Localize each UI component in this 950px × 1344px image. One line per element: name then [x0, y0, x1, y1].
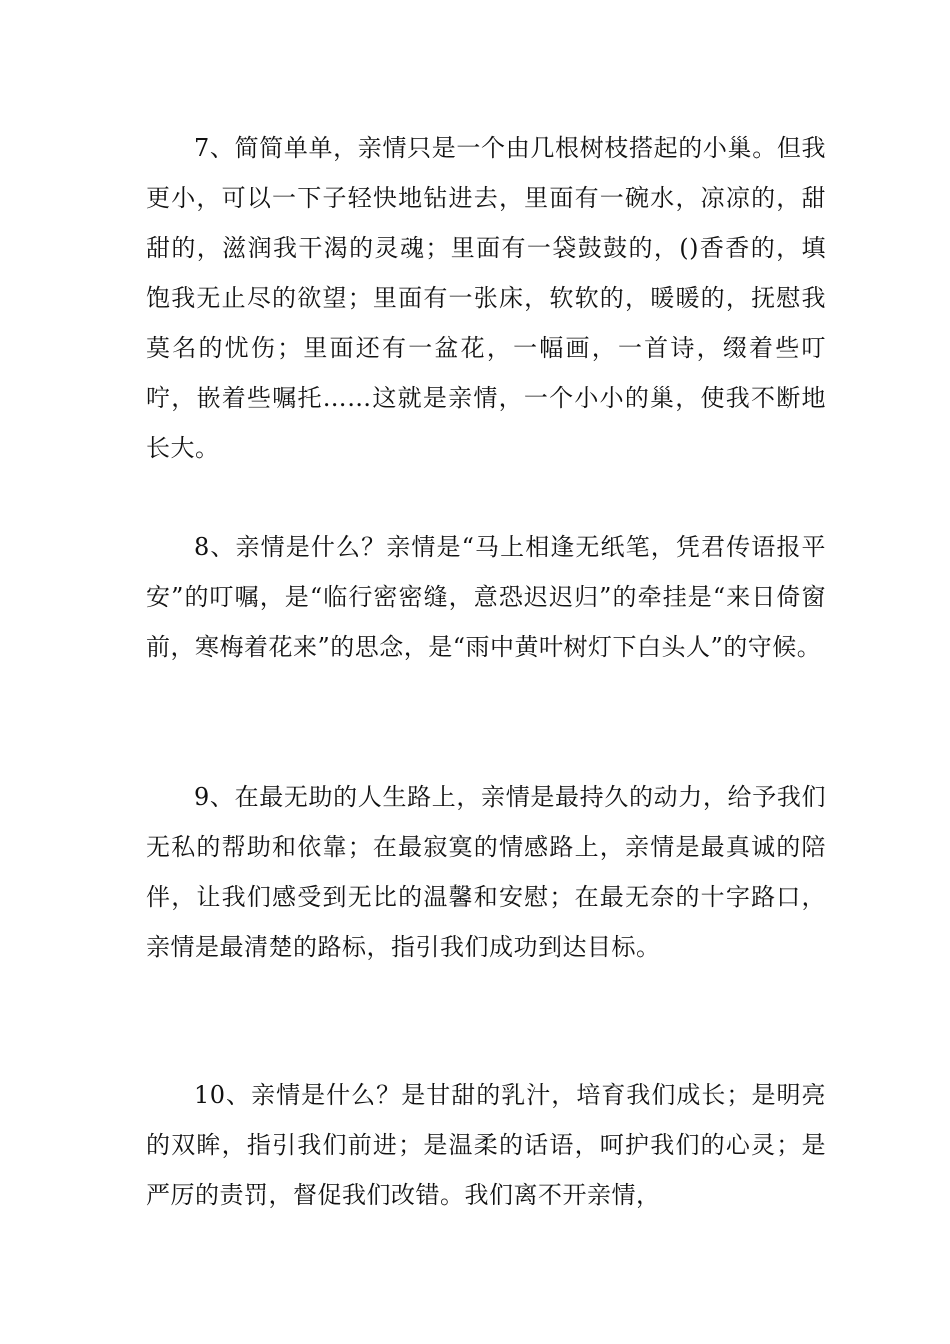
paragraph-9: 9、在最无助的人生路上，亲情是最持久的动力，给予我们无私的帮助和依靠；在最寂寞的情感路上，亲情是最真诚的陪伴，让我们感受到无比的温馨和安慰；在最无奈的十字路口，亲情是最清楚的路标，指引我们成功到达目标。	[146, 783, 826, 961]
paragraph-8: 8、亲情是什么？亲情是“马上相逢无纸笔，凭君传语报平安”的叮嘱，是“临行密密缝，意恐迟迟归”的牵挂是“来日倚窗前，寒梅着花来”的思念，是“雨中黄叶树灯下白头人”的守候。	[146, 533, 826, 661]
paragraph-7: 7、简简单单，亲情只是一个由几根树枝搭起的小巢。但我更小，可以一下子轻快地钻进去，里面有一碗水，凉凉的，甜甜的，滋润我干渴的灵魂；里面有一袋鼓鼓的，()香香的，填饱我无止尽的欲望；里面有一张床，软软的，暖暖的，抚慰我莫名的忧伤；里面还有一盆花，一幅画，一首诗，缀着些叮咛，嵌着些嘱托……这就是亲情，一个小小的巢，使我不断地长大。	[146, 134, 826, 462]
paragraph-10: 10、亲情是什么？是甘甜的乳汁，培育我们成长；是明亮的双眸，指引我们前进；是温柔的话语，呵护我们的心灵；是严厉的责罚，督促我们改错。我们离不开亲情，	[146, 1081, 826, 1209]
